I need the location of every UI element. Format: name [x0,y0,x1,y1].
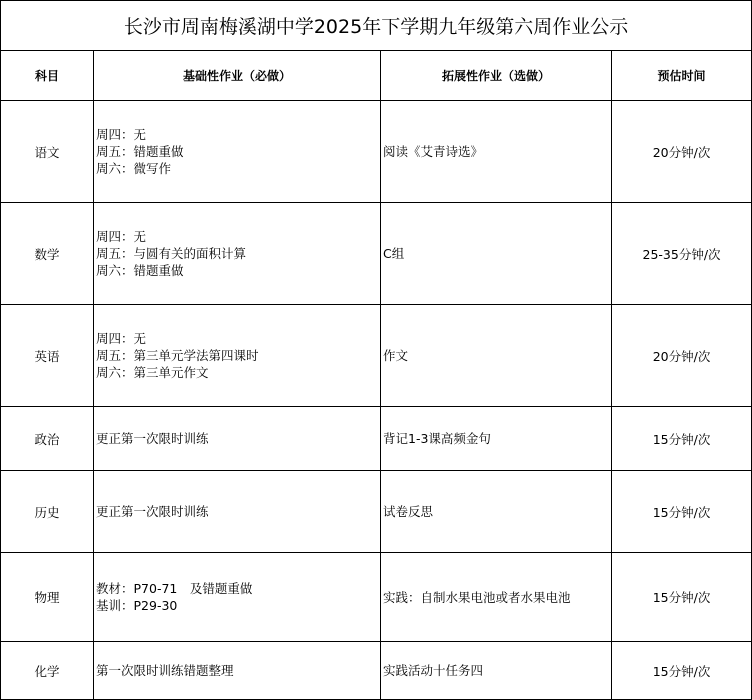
basic-cell [94,305,381,407]
page-title: 长沙市周南梅溪湖中学2025年下学期九年级第六周作业公示 [1,1,752,51]
extended-cell: 阅读《艾青诗选》 [381,101,612,203]
extended-cell: 作文 [381,305,612,407]
subject-cell: 语文 [1,101,94,203]
time-cell: 20分钟/次 [612,305,752,407]
subject-cell: 历史 [1,471,94,553]
basic-line: 周四：无 [96,127,147,142]
extended-cell: 试卷反思 [381,471,612,553]
extended-cell: 实践活动十任务四 [381,642,612,700]
basic-line: 周五：错题重做 [96,144,184,159]
subject-cell: 物理 [1,553,94,642]
basic-cell [94,407,381,471]
basic-cell [94,203,381,305]
header-basic: 基础性作业（必做） [94,51,381,101]
subject-cell: 数学 [1,203,94,305]
basic-line: 更正第一次限时训练 [96,504,209,519]
basic-line: 周四：无 [96,229,147,244]
table-row [1,407,752,471]
basic-line: 周四：无 [96,331,147,346]
subject-cell: 化学 [1,642,94,700]
header-row [1,51,752,101]
basic-cell [94,553,381,642]
basic-line: 基训：P29-30 [96,598,178,613]
basic-line: 周五：与圆有关的面积计算 [96,246,247,261]
time-cell: 25-35分钟/次 [612,203,752,305]
basic-line: 第一次限时训练错题整理 [96,663,234,678]
header-extended: 拓展性作业（选做） [381,51,612,101]
table-row [1,553,752,642]
title-row [1,1,752,51]
time-cell: 15分钟/次 [612,407,752,471]
time-cell: 15分钟/次 [612,642,752,700]
basic-line: 周六：错题重做 [96,263,184,278]
table-row [1,642,752,700]
extended-cell: 实践：自制水果电池或者水果电池 [381,553,612,642]
subject-cell: 政治 [1,407,94,471]
time-cell: 20分钟/次 [612,101,752,203]
header-subject: 科目 [1,51,94,101]
basic-line: 周五：第三单元学法第四课时 [96,348,259,363]
time-cell: 15分钟/次 [612,471,752,553]
basic-line: 周六：微写作 [96,161,172,176]
header-time: 预估时间 [612,51,752,101]
extended-cell: C组 [381,203,612,305]
basic-line: 教材：P70-71 及错题重做 [96,581,253,596]
basic-cell [94,642,381,700]
basic-cell [94,471,381,553]
time-cell: 15分钟/次 [612,553,752,642]
subject-cell: 英语 [1,305,94,407]
table-row [1,203,752,305]
basic-line: 更正第一次限时训练 [96,431,209,446]
basic-line: 周六：第三单元作文 [96,365,209,380]
basic-cell [94,101,381,203]
table-row [1,471,752,553]
extended-cell: 背记1-3课高频金句 [381,407,612,471]
table-row [1,305,752,407]
table-row [1,101,752,203]
